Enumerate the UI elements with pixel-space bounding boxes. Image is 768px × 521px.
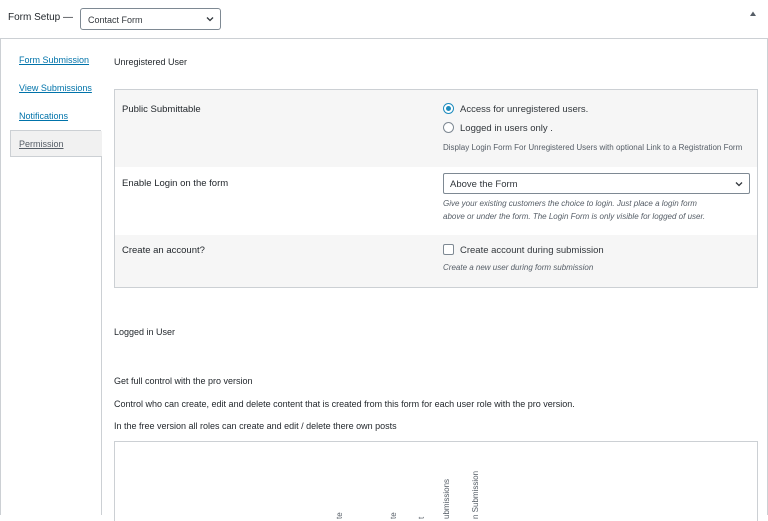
enable-login-row <box>115 167 757 235</box>
create-account-description: Create a new user during form submission <box>443 263 594 272</box>
access-unregistered-radio[interactable] <box>443 103 454 114</box>
unregistered-user-heading: Unregistered User <box>114 57 188 67</box>
public-submittable-description: Display Login Form For Unregistered Users with optional Link to a Registration Form <box>443 143 743 152</box>
create-account-checkbox[interactable] <box>443 244 454 255</box>
enable-login-label: Enable Login on the form <box>122 178 229 189</box>
column-header: te <box>389 512 398 519</box>
permission-panel <box>101 39 768 519</box>
access-unregistered-label[interactable]: Access for unregistered users. <box>460 104 589 115</box>
create-account-checkbox-label[interactable]: Create account during submission <box>460 245 604 256</box>
sidebar-item-label: Notifications <box>19 111 69 121</box>
logged-in-only-radio[interactable] <box>443 122 454 133</box>
pro-version-heading: Get full control with the pro version <box>114 376 253 386</box>
login-position-select[interactable] <box>443 173 750 194</box>
column-header: t <box>417 516 426 519</box>
public-submittable-label: Public Submittable <box>122 104 201 115</box>
sidebar-item-permission[interactable] <box>10 130 101 157</box>
enable-login-description-line1: Give your existing customers the choice to login. Just place a login form <box>443 199 697 208</box>
sidebar-item-label: Form Submission <box>19 55 90 65</box>
metabox-title: Form Setup — <box>8 12 74 23</box>
column-header: te <box>335 512 344 519</box>
sidebar-item-notifications[interactable] <box>10 102 101 129</box>
create-account-label: Create an account? <box>122 245 205 256</box>
logged-in-only-label[interactable]: Logged in users only . <box>460 123 553 134</box>
enable-login-description-line2: above or under the form. The Login Form is only visible for logged of user. <box>443 212 706 221</box>
create-account-row <box>115 235 757 287</box>
chevron-down-icon <box>734 179 744 189</box>
sidebar-item-view-submissions[interactable] <box>10 74 101 101</box>
column-header: ubmissions <box>442 478 451 519</box>
sidebar-item-label: Permission <box>19 139 64 149</box>
collapse-arrow-icon[interactable] <box>749 10 757 18</box>
role-permissions-table <box>114 441 758 521</box>
sidebar-item-form-submission[interactable] <box>10 46 101 73</box>
column-header: n Submission <box>471 470 480 519</box>
login-position-value: Above the Form <box>450 179 518 190</box>
unregistered-settings-table <box>114 89 758 288</box>
logged-in-user-heading: Logged in User <box>114 327 176 337</box>
form-select[interactable] <box>80 8 221 30</box>
form-select-value: Contact Form <box>88 15 143 25</box>
free-version-text: In the free version all roles can create and edit / delete there own posts <box>114 421 397 431</box>
metabox-header <box>0 0 768 39</box>
settings-sidebar <box>0 39 101 515</box>
pro-version-text: Control who can create, edit and delete content that is created from this form for each user role with the pro version. <box>114 399 575 409</box>
public-submittable-row <box>115 90 757 167</box>
sidebar-item-label: View Submissions <box>19 83 92 93</box>
chevron-down-icon <box>205 14 215 24</box>
